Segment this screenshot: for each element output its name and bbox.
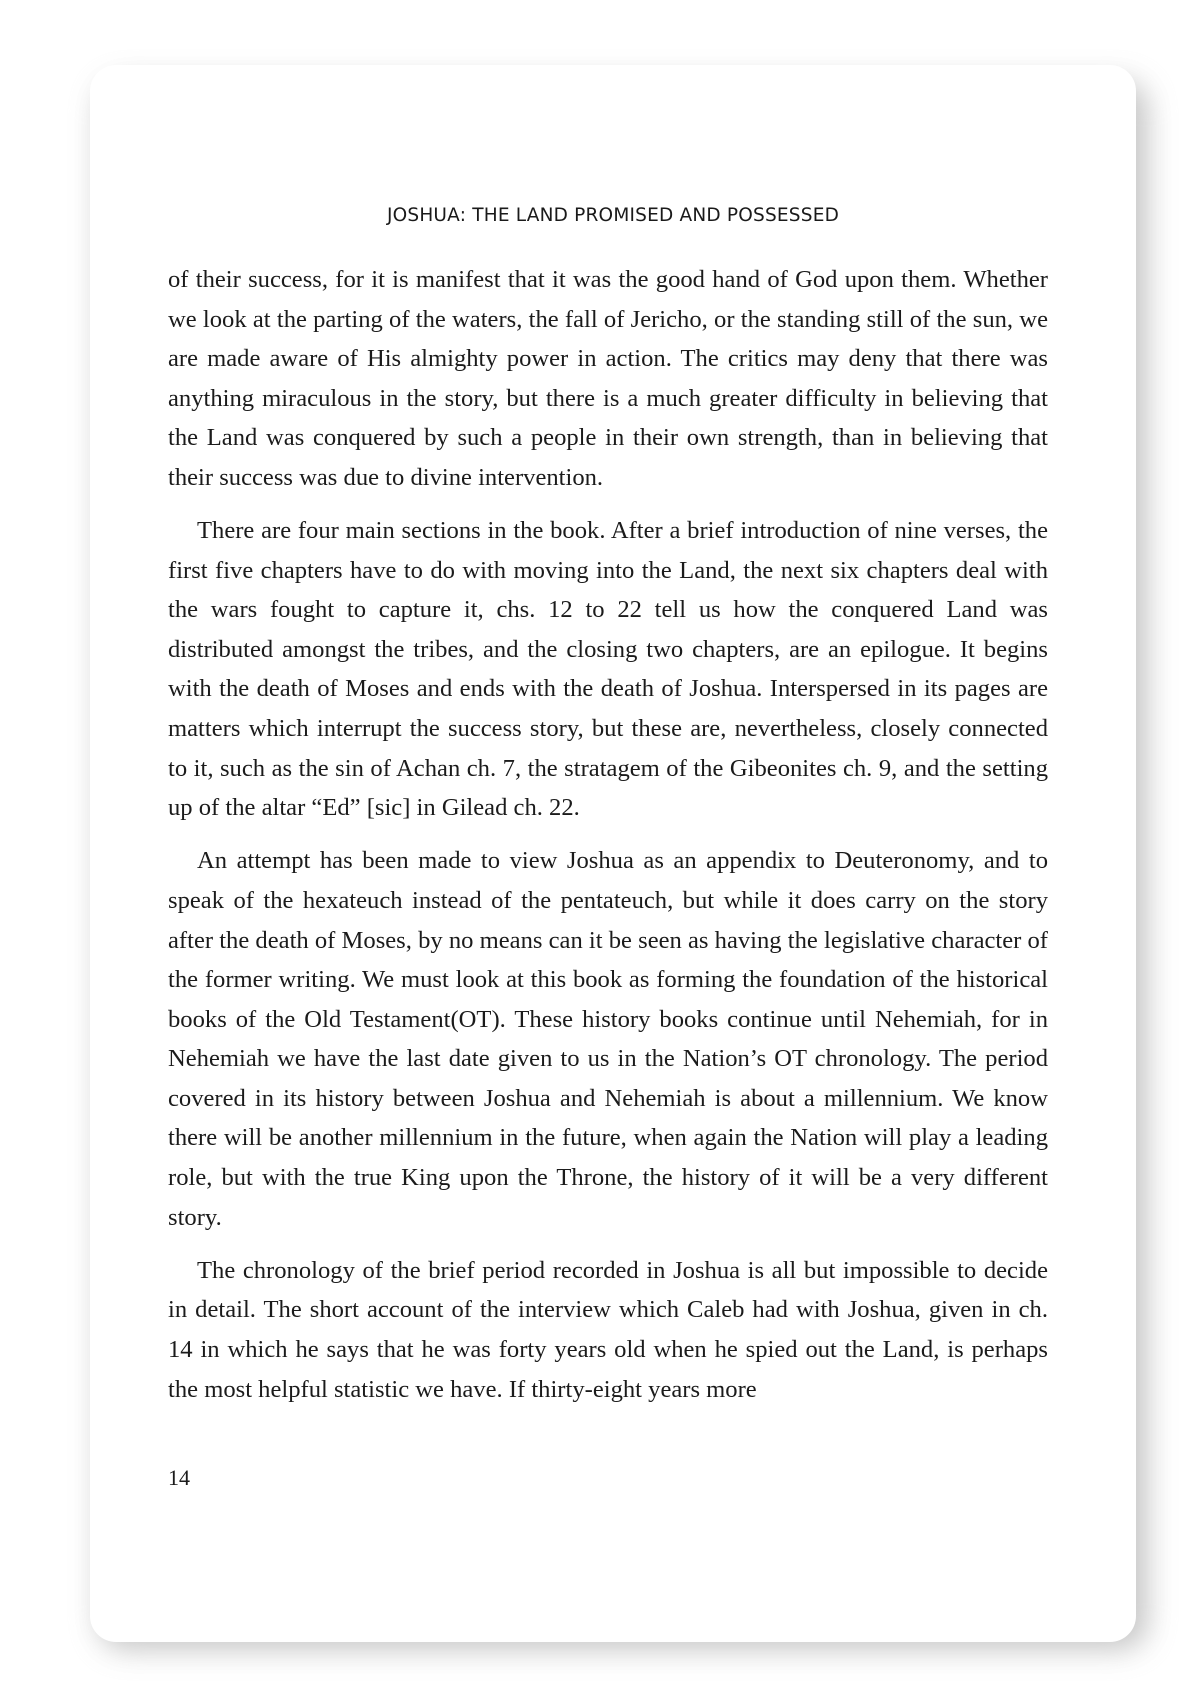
body-text [168, 260, 1048, 1423]
paragraph-continued: of their success, for it is manifest that it was the good hand of God upon them. Whether we look at the parting of the waters, the fall of Jericho, or the standing still of the sun, we are made aware of His almighty power in action. The critics may deny that there was anything miraculous in the story, but there is a much greater difficulty in believing that the Land was conquered by such a people in their own strength, than in believing that their success was due to divine intervention. [168, 266, 1048, 491]
paragraph: An attempt has been made to view Joshua as an appendix to Deuteronomy, and to speak of the hexateuch instead of the pentateuch, but while it does carry on the story after the death of Moses, by no means can it be seen as having the legislative character of the former writing. We must look at this book as forming the foundation of the historical books of the Old Testament(OT). These history books continue until Nehemiah, for in Nehemiah we have the last date given to us in the Nation’s OT chronology. The period covered in its history between Joshua and Nehemiah is about a millennium. We know there will be another millennium in the future, when again the Nation will play a leading role, but with the true King upon the Throne, the history of it will be a very different story. [168, 847, 1048, 1231]
page-number: 14 [168, 1465, 190, 1490]
paragraph: There are four main sections in the book. After a brief introduction of nine verses, the first five chapters have to do with moving into the Land, the next six chapters deal with the wars fought to capture it, chs. 12 to 22 tell us how the conquered Land was distributed amongst the tribes, and the closing two chapters, are an epilogue. It begins with the death of Moses and ends with the death of Joshua. Interspersed in its pages are matters which interrupt the success story, but these are, nevertheless, closely connected to it, such as the sin of Achan ch. 7, the stratagem of the Gibeonites ch. 9, and the setting up of the altar “Ed” [sic] in Gilead ch. 22. [168, 517, 1048, 822]
book-page [90, 65, 1136, 1642]
running-head: JOSHUA: THE LAND PROMISED AND POSSESSED [386, 205, 840, 226]
paragraph: The chronology of the brief period recorded in Joshua is all but impossible to decide in detail. The short account of the interview which Caleb had with Joshua, given in ch. 14 in which he says that he was forty years old when he spied out the Land, is perhaps the most helpful statistic we have. If thirty-eight years more [168, 1256, 1048, 1403]
